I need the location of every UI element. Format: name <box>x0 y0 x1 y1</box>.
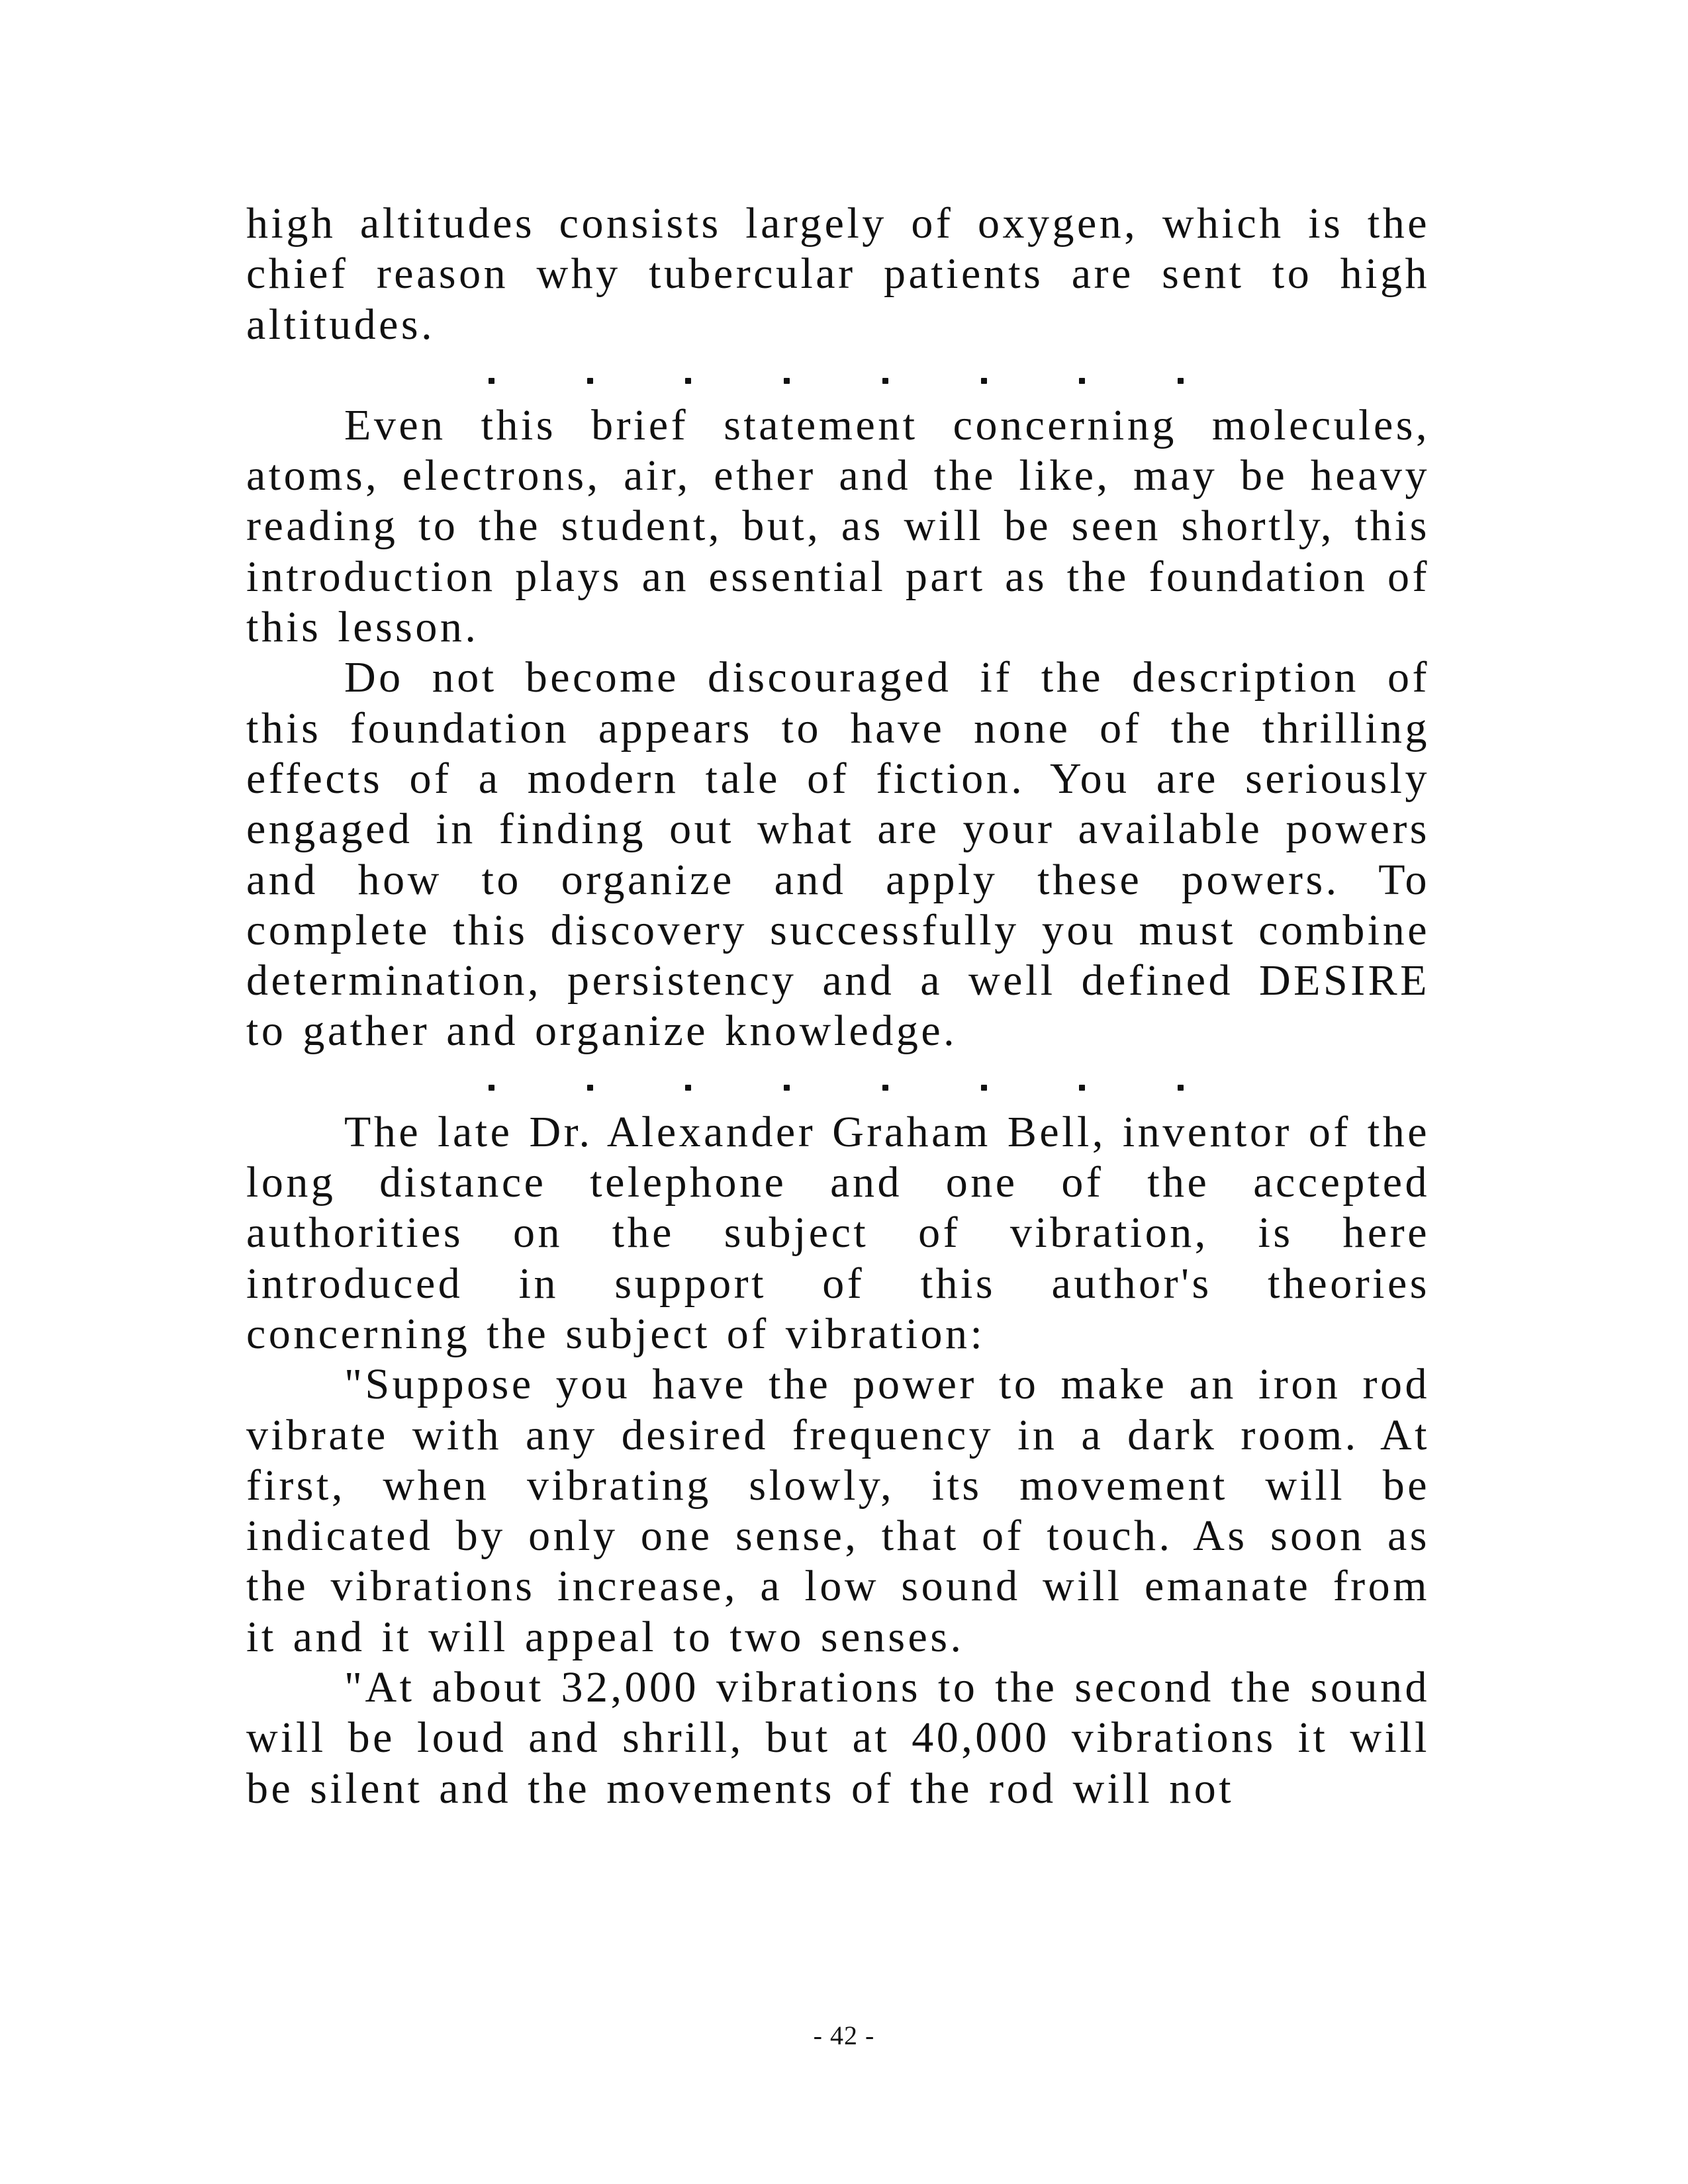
paragraph-bell-quote-2: "At about 32,000 vibrations to the second the sound will be loud and shrill, but at 40,000 vibrations it will be silent and the movements of the rod will not <box>246 1663 1430 1813</box>
separator-dot <box>784 1085 790 1091</box>
separator-dot <box>981 378 987 384</box>
page-number: - 42 - <box>813 2021 875 2050</box>
separator-dot <box>882 1085 888 1091</box>
separator-dot <box>685 1085 691 1091</box>
separator-dot <box>882 378 888 384</box>
separator-dot <box>981 1085 987 1091</box>
paragraph-continuation: high altitudes consists largely of oxygen, which is the chief reason why tubercular patients are sent to high altitudes. <box>246 199 1430 349</box>
separator-dot <box>587 1085 593 1091</box>
paragraph-bell-quote-1: "Suppose you have the power to make an iron rod vibrate with any desired frequency in a dark room. At first, when vibrating slowly, its movement will be indicated by only one sense, that of touch. As soon as the vibrations increase, a low sound will emanate from it and it will appeal to two senses. <box>246 1360 1430 1661</box>
separator-dot <box>489 1085 494 1091</box>
separator-dot <box>489 378 494 384</box>
separator-dot <box>587 378 593 384</box>
separator-dot <box>1079 1085 1085 1091</box>
page-body <box>246 199 1430 1814</box>
section-separator-dots <box>489 1070 1184 1107</box>
separator-dot <box>1079 378 1085 384</box>
separator-dot <box>685 378 691 384</box>
separator-dot <box>784 378 790 384</box>
separator-dot <box>1178 1085 1184 1091</box>
separator-dot <box>1178 378 1184 384</box>
paragraph-molecules: Even this brief statement concerning molecules, atoms, electrons, air, ether and the like, may be heavy reading to the student, but, as will be seen shortly, this introduction plays an essential part as the foundation of this lesson. <box>246 400 1430 652</box>
section-separator-dots <box>489 363 1184 400</box>
paragraph-bell-intro: The late Dr. Alexander Graham Bell, inventor of the long distance telephone and one of the accepted authorities on the subject of vibration, is here introduced in support of this author's theories concerning the subject of vibration: <box>246 1107 1430 1358</box>
paragraph-discouraged: Do not become discouraged if the description of this foundation appears to have none of the thrilling effects of a modern tale of fiction. You are seriously engaged in finding out what are your available powers and how to organize and apply these powers. To complete this discovery successfully you must combine determination, persistency and a well defined DESIRE to gather and organize knowledge. <box>246 653 1430 1056</box>
